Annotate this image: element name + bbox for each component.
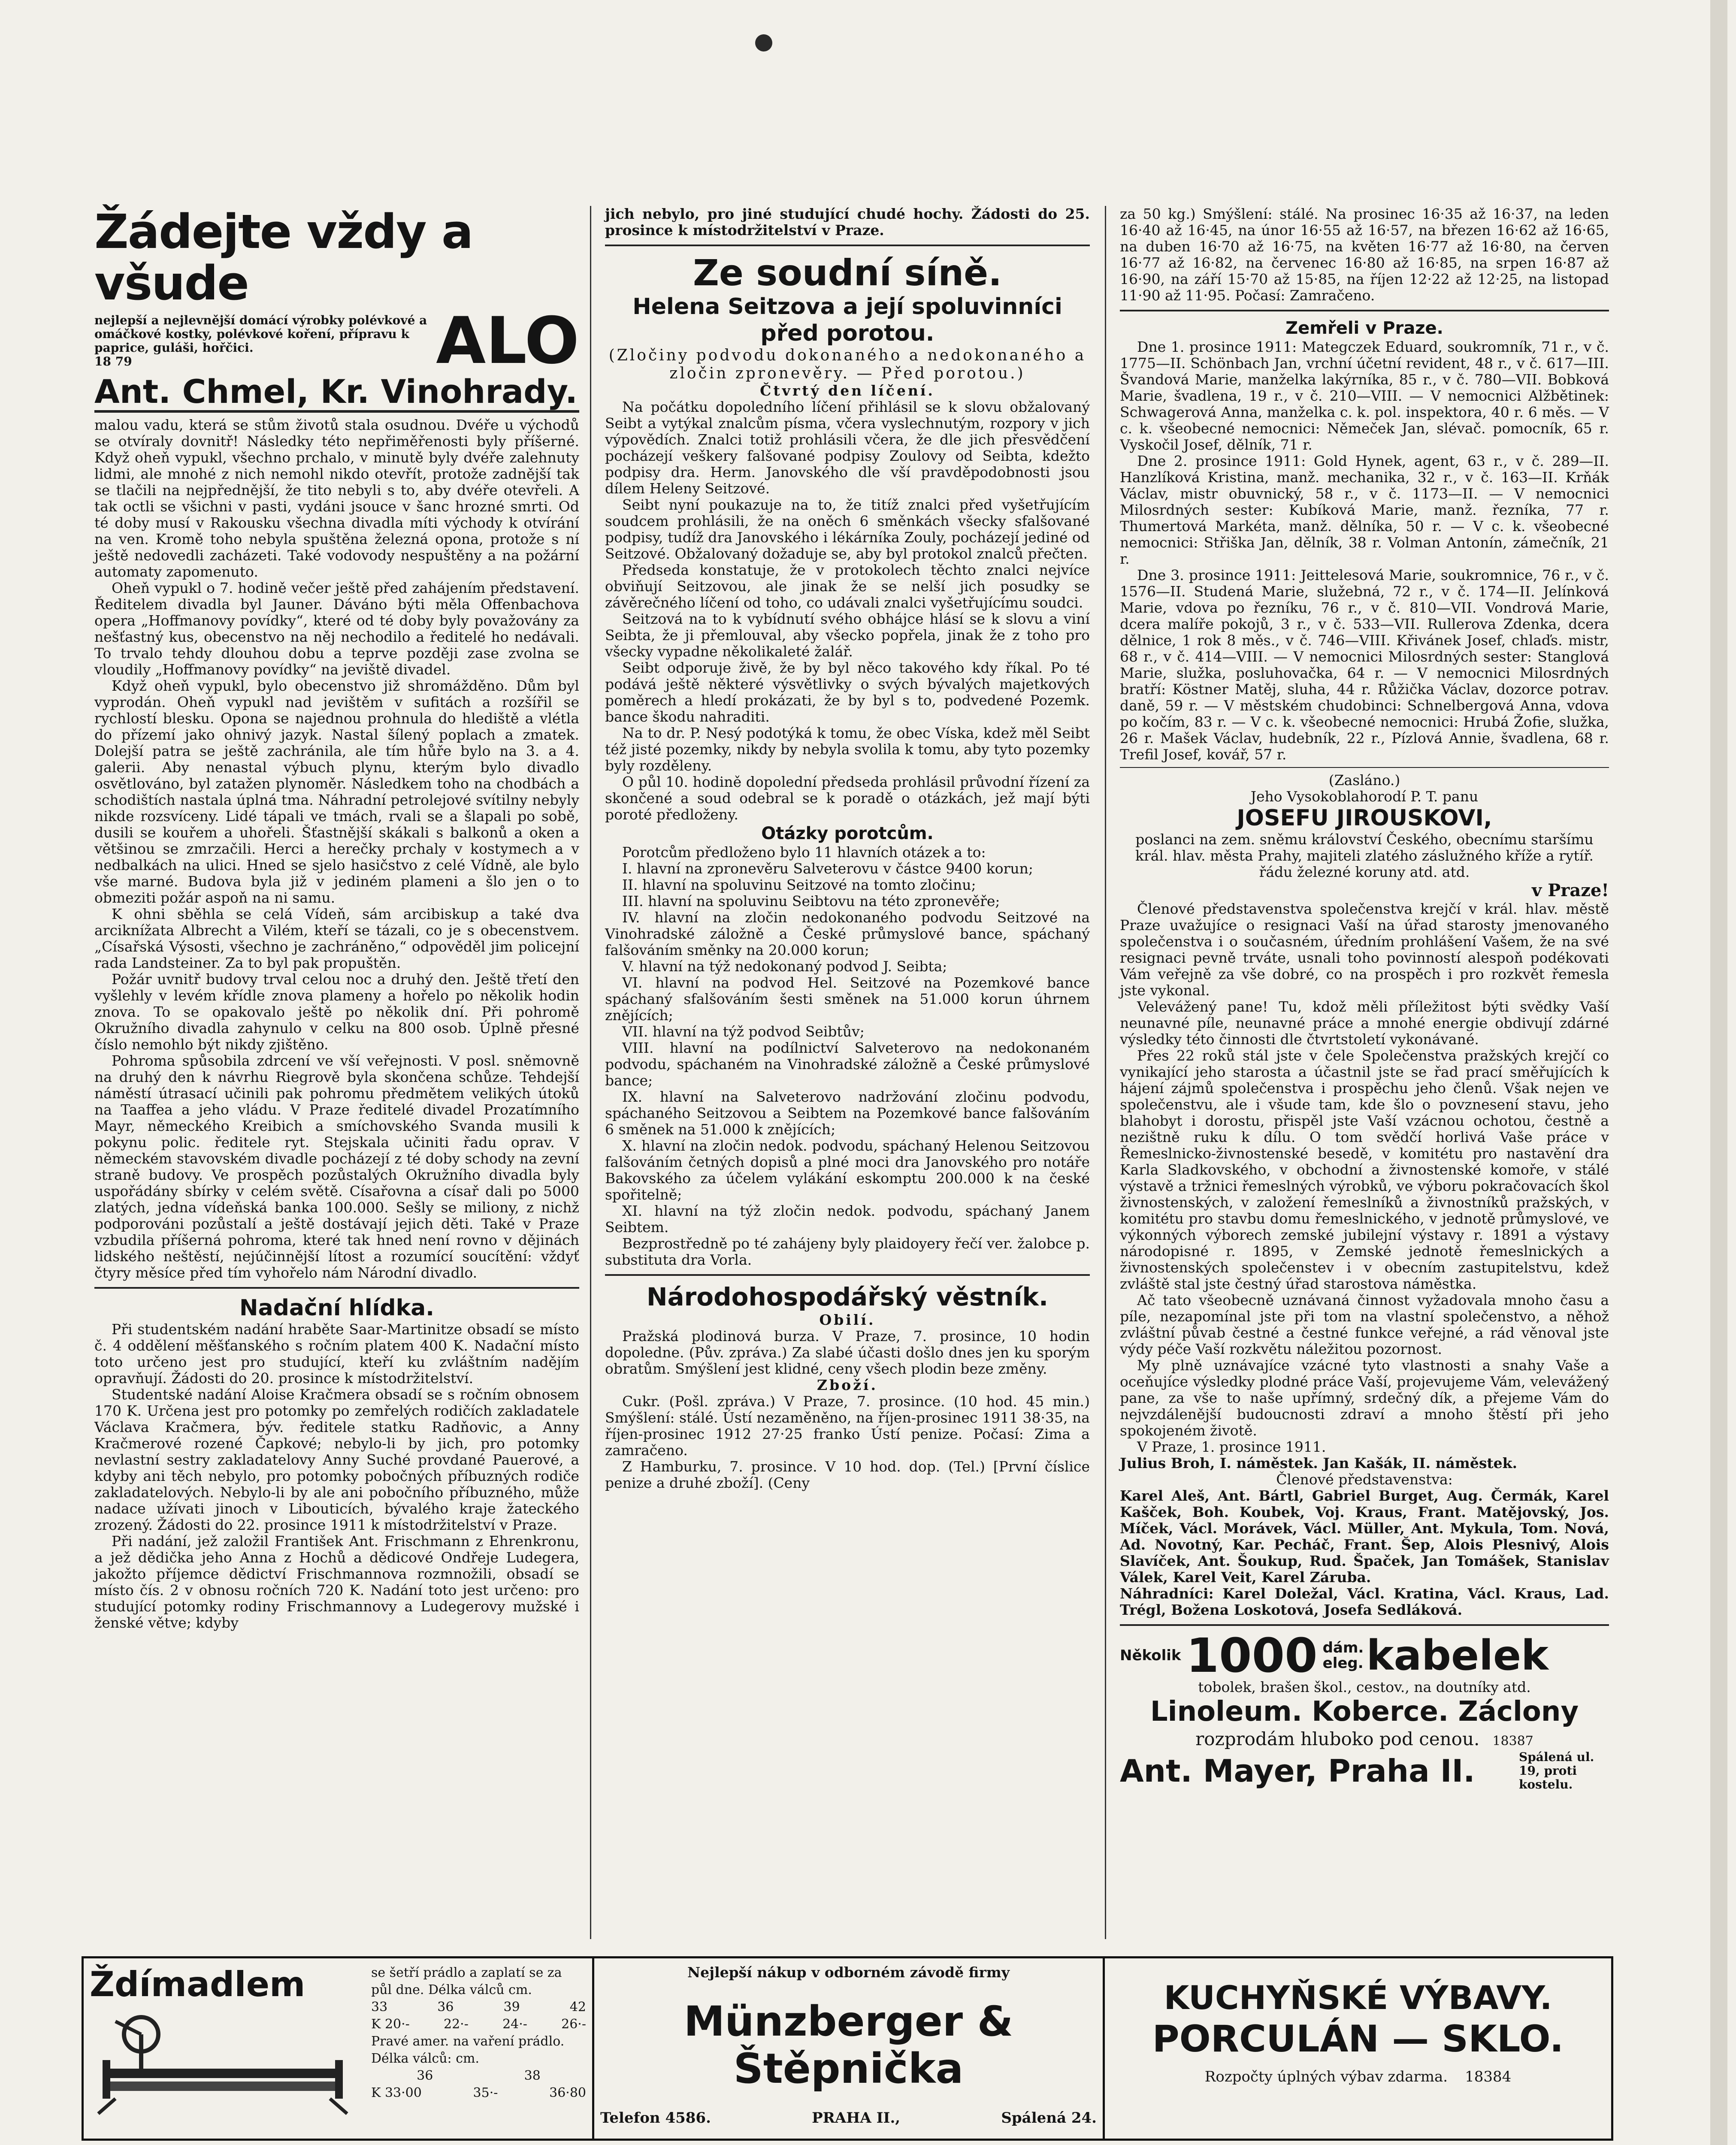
- soud-subheading: Helena Seitzova a její spoluvinníci před porotou.: [632, 294, 1062, 346]
- ad-alo-text: [94, 314, 432, 369]
- column-rule: [590, 206, 591, 1939]
- article-paragraph: Na to dr. P. Nesý podotýká k tomu, že obec Víska, kdež měl Seibt též jisté pozemky, nikdy by nebyla svolila k tomu, aby tyto pozemky byly rozděleny.: [605, 725, 1090, 774]
- paper-hole: [755, 34, 772, 51]
- ad-kuchynske: [1105, 1958, 1611, 2139]
- ad-linoleum: Linoleum. Koberce. Záclony: [1150, 1696, 1579, 1728]
- ad-alo: [94, 304, 579, 378]
- table-row: [371, 2085, 586, 2102]
- page-edge: [1710, 0, 1727, 2145]
- ad-nekolik: Několik: [1120, 1647, 1181, 1664]
- table-cell: 33: [371, 2000, 388, 2015]
- ad-munz-phone: Telefon 4586.: [600, 2109, 711, 2127]
- article-paragraph: Seitzová na to k vybídnutí svého obhájce hlásí se k slovu a viní Seibta, že ji přemlouval, aby všecko popřela, jinak že z toho pro všecky vypadne několikaleté žalář.: [605, 610, 1090, 660]
- article-paragraph: Dne 3. prosince 1911: Jeittelesová Marie, soukromnice, 76 r., v č. 1576—II. Studená Marie, služebná, 72 r., v č. 174—II. Jelínková Marie, vdova po řezníku, 76 r., v č. 810—VII. Vondrová Marie, dcera malíře pokojů, 3 r., v č. 533—VII. Rullerova Zdenka, dcera dělnice, 1 rok 8 měs., v č. 746—VIII. Křivánek Josef, chlaďs. mistr, 68 r., v č. 414—VIII. — V nemocnici Milosrdných sester: Stanglová Marie, služka, posluhovačka, 64 r. — V nemocnici Milosrdných bratří: Köstner Matěj, sluha, 44 r. Růžička Václav, dozorce potrav. daně, 59 r. — V městském chudobinci: Schnelbergová Anna, vdova po kočím, 83 r. — V c. k. všeobecné nemocnici: Hrubá Žofie, služka, 26 r. Mašek Václav, hudebník, 22 r., Pízlová Annie, švadlena, 68 r. Trefil Josef, kovář, 57 r.: [1120, 567, 1609, 763]
- list-item: V. hlavní na týž nedokonaný podvod J. Seibta;: [622, 958, 947, 975]
- ad-zdimadlo-title: Ždímadlem: [90, 1964, 305, 2004]
- ad-munz-name: Münzberger & Štěpnička: [684, 1997, 1013, 2093]
- ad-munz-city: PRAHA II.,: [812, 2109, 901, 2127]
- article-paragraph: Porotcům předloženo bylo 11 hlavních otázek a to:: [622, 844, 986, 861]
- ad-mayer-name: Ant. Mayer, Praha II.: [1120, 1753, 1475, 1789]
- column-3: [1120, 206, 1609, 1792]
- table-cell: 26·-: [561, 2017, 586, 2032]
- table-cell: 38: [524, 2068, 541, 2083]
- wringer-icon: [90, 2004, 356, 2116]
- table-cell: 36: [417, 2068, 433, 2083]
- ad-dam: dám. eleg.: [1322, 1639, 1364, 1672]
- board-heading: Členové představenstva:: [1276, 1471, 1453, 1488]
- article-paragraph: Na počátku dopoledního líčení přihlásil se k slovu obžalovaný Seibt a vytýkal znalcům písma, včera vyslechnutým, rozpory v jich výpovědích. Znalci totiž prohlásili včera, že dle jich přesvědčení pocházejí veškery falšované podpisy Zoulovy od Seibta, kdežto podpisy dra. Herm. Janovského dle vší pravděpodobnosti jsou dílem Heleny Seitzové.: [605, 399, 1090, 497]
- column-rule: [1105, 206, 1106, 1939]
- article-paragraph: Z Hamburku, 7. prosince. V 10 hod. dop. (Tel.) [První číslice penize a druhé zboží]. (Ceny: [605, 1458, 1090, 1491]
- article-paragraph: Bezprostředně po té zahájeny byly plaidoyery řečí ver. žalobce p. substituta dra Vorla.: [605, 1235, 1090, 1268]
- ad-kabelek-word: kabelek: [1366, 1631, 1548, 1680]
- table-cell: 22·-: [444, 2017, 469, 2032]
- newspaper-page: [82, 206, 1609, 2145]
- section-rule: [605, 1274, 1090, 1276]
- article-paragraph: Předseda konstatuje, že v protokolech těchto znalci nejvíce obviňují Seitzovou, ale jinak že se nelší jich posudky se závěrečného líčení od toho, co udávali znalci vyšetřujícímu soudci.: [605, 562, 1090, 611]
- table-cell: K 20·-: [371, 2017, 410, 2032]
- obili-heading: Obilí.: [819, 1311, 876, 1328]
- ad-number: 18387: [1492, 1734, 1533, 1749]
- article-paragraph: O půl 10. hodině dopolední předseda prohlásil průvodní řízení za skončené a soud odebral se k poradě o otázkách, jež mají býti poroté předloženy.: [605, 773, 1090, 823]
- ad-1000-number: 1000: [1186, 1628, 1318, 1683]
- list-item: I. hlavní na zpronevěru Salveterovu v částce 9400 korun;: [622, 860, 1034, 877]
- article-paragraph: Oheň vypukl o 7. hodině večer ještě před zahájením představení. Ředitelem divadla byl Jauner. Dáváno býti měla Offenbachova opera „Hoffmanovy povídky“, které od té doby byly považovány za nešťastný kus, obecenstvo na něj nechodilo a ředitelé ho nedávali. To trvalo tehdy dlouhou dobu a teprve později zase zvolna se vloudily „Hoffmanovy povídky“ na jeviště divadel.: [94, 580, 579, 678]
- zbozi-heading: Zboží.: [817, 1377, 878, 1393]
- article-paragraph: Při nadání, jež založil František Ant. Frischmann z Ehrenkronu, a jež dědička jeho Anna z Hochů a dědicové Ondřeje Ludegera, jakožto příjemce dědictví Frischmannova rozmnožili, obsadí se místo čís. 2 v obnosu ročních 720 K. Nadání toto jest určeno: pro studující potomky rodiny Frischmannovy a Ludegerovy mužské i ženské větve; kdyby: [94, 1533, 579, 1631]
- article-paragraph: malou vadu, která se stům životů stala osudnou. Dvéře u východů se otvíraly dovnitř! Následky této nepřiměřenosti byly příšerné. Když oheň vypukl, všechno prchalo, v minutě byly dvéře zalehnuty lidmi, ale mnohé z nich nemohl nikdo otevřít, protože zadnější tak se tlačili na nejpřednější, že tito nebyli s to, aby dvéře otevřeli. A tak octli se všichni v pasti, vydáni jsouce v šanc hrozné smrti. Od té doby musí v Rakousku všechna divadla míti východy k otvírání na ven. Kromě toho nebyla spuštěna železná opona, protože s ní ještě nedovedli zacházeti. Také vodovody nespuštěny a na požární automaty zapomenuto.: [94, 417, 579, 580]
- article-paragraph: Ač tato všeobecně uznávaná činnost vyžadovala mnoho času a píle, nezapomínal jste při tom na vlastní společenstvo, a něhož zvláštní půvab čestné a čestné funkce veřejné, a rád věnoval jste výdy péče Vaší rozkvětu náležitou pozornost.: [1120, 1292, 1609, 1357]
- ad-alo-phone: 18 79: [94, 354, 132, 369]
- otazky-heading: Otázky porotcům.: [761, 824, 934, 843]
- table-cell: 24·-: [502, 2017, 527, 2032]
- table-cell: 36·80: [549, 2085, 586, 2100]
- section-rule: [605, 245, 1090, 246]
- article-paragraph: za 50 kg.) Smýšlení: stálé. Na prosinec 16·35 až 16·37, na leden 16·40 až 16·45, na únor 16·55 až 16·57, na březen 16·62 až 16·65, na duben 16·70 až 16·75, na květen 16·77 až 16·80, na červen 16·77 až 16·82, na červenec 16·80 až 16·85, na srpen 16·87 až 16·90, na září 15·70 až 15·85, na říjen 12·22 až 12·25, na listopad 11·90 až 11·95. Počasí: Zamračeno.: [1120, 205, 1609, 304]
- list-item: VII. hlavní na týž podvod Seibtův;: [622, 1023, 865, 1040]
- article-paragraph: K ohni sběhla se celá Vídeň, sám arcibiskup a také dva arciknížata Albrecht a Vilém, kteří se tázali, co je s obecenstvem. „Císařská Výsosti, všechno je zachráněno,“ odpověděl jim policejní rada Landsteiner. Za to byl pak propuštěn.: [94, 906, 579, 971]
- article-paragraph: Seibt nyní poukazuje na to, že titíž znalci před vyšetřujícím soudcem prohlásili, že na oněch 6 směnkách všecky sfalšované podpisy, tudíž dra Janovského i lékárníka Zouly, pocházejí jediné od Seitzové. Obžalovaný dožaduje se, aby byl protokol znalců přečten.: [605, 496, 1090, 562]
- table-cell: 42: [569, 2000, 586, 2015]
- ad-munz-address: Spálená 24.: [1001, 2109, 1097, 2127]
- table-row: [371, 2016, 586, 2033]
- board-members: Karel Aleš, Ant. Bártl, Gabriel Burget, Aug. Čermák, Karel Kašček, Boh. Koubek, Voj. Kraus, Frant. Matějovský, Jos. Míček, Václ. Morávek, Václ. Müller, Ant. Mykula, Tom. Nová, Ad. Novotný, Kar. Pecháč, Frant. Šep, Alois Plesnivý, Alois Slavíček, Ant. Šoukup, Rud. Špaček, Jan Tomášek, Stanislav Válek, Karel Veit, Karel Záruba.: [1120, 1487, 1609, 1586]
- otazky-list: [605, 861, 1090, 1236]
- nadacni-heading: Nadační hlídka.: [239, 1295, 434, 1321]
- article-paragraph: Studentské nadání Aloise Kračmera obsadí se s ročním obnosem 170 K. Určena jest pro potomky po zemřelých rodičích zakladatele Václava Kračmera, býv. ředitele statku Radňovic, a Anny Kračmerové rozené Čapkové; nebylo-li by jich, pro potomky nevlastní sestry zakladatelovy Anny Suché provdané Pauerové, a kdyby ani těch nebylo, pro potomky pobočných příbuzných rodiče zakladatelových. Nebylo-li by ale ani pobočního příbuzného, může nadace užívati jinoch v Libouticích, bývalého kraje žateckého zrozený. Žádosti do 22. prosince 1911 k místodržitelství v Praze.: [94, 1386, 579, 1533]
- ad-zdimadlo-table: [371, 1964, 586, 2133]
- article-paragraph: Když oheň vypukl, bylo obecenstvo již shromážděno. Dům byl vyprodán. Oheň vypukl nad jevištěm v sufitách a rozšířil se rychlostí blesku. Opona se najednou prohnula do hlediště a vlétla do přízemí jako ohnivý jazyk. Nastal šílený poplach a zmatek. Dolejší patra se ještě zachránila, ale tím hůře bylo na 3. a 4. galerii. Aby nenastal výbuch plynu, kterým bylo divadlo osvětlováno, byl zatažen plynoměr. Následkem toho na chodbách a schodištích nastala úplná tma. Náhradní petrolejové svítilny nebyly nikde rozsvíceny. Lidé tápali ve tmách, rvali se a šlapali po sobě, dusili se kouřem a uhořeli. Šťastnější skákali s balkonů a oken a většinou se zmrzačili. Herci a herečky prchaly v kostymech a v nedbalkách na ulici. Hned se sjelo hasičstvo z celé Vídně, ale bylo vše marné. Budova byla již v jediném plameni a šlo jen o to obmeziti požár aspoň na ni samu.: [94, 677, 579, 906]
- soud-intro: (Zločiny podvodu dokonaného a nedokonaného a zločin zpronevěry. — Před porotou.): [608, 347, 1086, 382]
- table-row: [371, 1999, 586, 2016]
- article-paragraph: Dne 1. prosince 1911: Mategczek Eduard, soukromník, 71 r., v č. 1775—II. Schönbach Jan, vrchní účetní revident, 48 r., v č. 617—III. Švandová Marie, manželka lakýrníka, 85 r., v č. 780—VII. Bobková Marie, švadlena, 19 r., v č. 210—VIII. — V nemocnici Alžbětinek: Schwagerová Anna, manželka c. k. pol. inspektora, 40 r. 6 měs. — V c. k. všeobecné nemocnici: Němeček Jan, slévač. pomocník, 65 r. Vyskočil Josef, dělník, 71 r.: [1120, 338, 1609, 453]
- ad-munzberger: [594, 1958, 1105, 2139]
- letter-date: V Praze, 1. prosince 1911.: [1137, 1438, 1326, 1455]
- column-2: [605, 206, 1090, 1491]
- article-paragraph: Při studentském nadání hraběte Saar-Martinitze obsadí se místo č. 4 oddělení měšťanského s ročním platem 400 K. Nadační místo toto určeno jest pro studující, kteří ku zvláštním nadějím opravňují. Žádosti do 20. prosince k místodržitelství.: [94, 1321, 579, 1387]
- ad-kuch-sub: Rozpočty úplných výbav zdarma.: [1204, 2068, 1448, 2085]
- section-rule: [94, 1287, 579, 1289]
- ad-kuch-line1: KUCHYŇSKÉ VÝBAVY.: [1164, 1979, 1552, 2017]
- article-paragraph: Dne 2. prosince 1911: Gold Hynek, agent, 63 r., v č. 289—II. Hanzlíková Kristina, manž. mechanika, 32 r., v č. 163—II. Krňák Václav, mistr obuvnický, 58 r., v č. 1173—II. — V nemocnici Milosrdných sester: Kubíková Marie, manž. řezníka, 77 r. Thumertová Markéta, manž. dělníka, 50 r. — V c. k. všeobecné nemocnici: Střiška Jan, dělník, 38 r. Volman Antonín, zámečník, 21 r.: [1120, 453, 1609, 567]
- article-paragraph: Seibt odporuje živě, že by byl něco takového kdy říkal. Po té podává ještě některé výsvětlivky o svých bývalých majetkových poměrech a hledí prokázati, že by byl s to, podvedené Pozemk. bance škodu nahraditi.: [605, 659, 1090, 725]
- addressee-intro: Jeho Vysokoblahorodí P. T. panu: [1250, 788, 1479, 805]
- list-item: X. hlavní na zločin nedok. podvodu, spáchaný Helenou Seitzovou falšováním četných dopisů a plné moci dra Janovského pro notáře Bakovského za účelem vylákání eskomptu 200.000 k na české spořitelně;: [605, 1137, 1090, 1203]
- list-item: VI. hlavní na podvod Hel. Seitzové na Pozemkové bance spáchaný sfalšováním šesti směnek na 51.000 korun úhrnem znějících;: [605, 974, 1090, 1024]
- ad-kuch-number: 18384: [1465, 2068, 1512, 2085]
- article-paragraph: Požár uvnitř budovy trval celou noc a druhý den. Ještě třetí den vyšlehly v levém křídle znova plameny a hořelo po několik hodin znova. To se opakovalo ještě po několik dní. Při pohromě Okružního divadla zahynulo v celku na 800 osob. Úplně přesné číslo nemohlo být nikdy zjištěno.: [94, 971, 579, 1053]
- article-paragraph: Velevážený pane! Tu, kdož měli příležitost býti svědky Vaší neunavné píle, neunavné práce a mnohé energie obdivují zdárné výsledky této činnosti dle čtvrtstoletí vykonávané.: [1120, 998, 1609, 1048]
- table-cell: 35·-: [473, 2085, 498, 2100]
- addressee-city: v Praze!: [1532, 880, 1609, 900]
- zdim-mid: Pravé amer. na vaření prádlo. Délka válců: cm.: [371, 2034, 565, 2066]
- ad-munz-footer: [600, 2109, 1097, 2127]
- ad-kuch-footer: [1111, 2068, 1605, 2085]
- article-paragraph: My plně uznávajíce vzácné tyto vlastnosti a snahy Vaše a oceňujíce výsledky plodné práce Vaší, projevujeme Vám, velevážený pane, za vše to naše upřímný, srdečný dík, a přejeme Vám do nejvzdálenější budoucnosti zdraví a mnoho štěstí při jeho spokojeném životě.: [1120, 1357, 1609, 1439]
- ad-rozprodam-row: [1120, 1728, 1609, 1750]
- list-item: VIII. hlavní na podílnictví Salveterovo na nedokonaném podvodu, spáchaném na Vinohradské záložně a České průmyslové bance;: [605, 1039, 1090, 1089]
- ad-kabelek: [1120, 1628, 1609, 1683]
- ad-kabelek-sub: tobolek, brašen škol., cestov., na doutníky atd.: [1198, 1679, 1531, 1695]
- list-item: XI. hlavní na týž zločin nedok. podvodu, spáchaný Janem Seibtem.: [605, 1202, 1090, 1236]
- list-item: IV. hlavní na zločin nedokonaného podvodu Seitzové na Vinohradské záložně a České průmyslové bance, spáchaný falšováním směnky na 20.000 korun;: [605, 909, 1090, 958]
- table-row: [371, 2067, 586, 2085]
- table-cell: 39: [503, 2000, 520, 2015]
- ad-alo-desc: nejlepší a nejlevnější domácí výrobky polévkové a omáčkové kostky, polévkové koření, přípravu k paprice, guláši, hořčici.: [94, 313, 427, 355]
- section-rule: [1120, 1624, 1609, 1626]
- vestnik-heading: Národohospodářský věstník.: [646, 1282, 1049, 1311]
- ad-mayer-address: Spálená ul. 19, proti kostelu.: [1519, 1750, 1594, 1792]
- column-1: [94, 206, 579, 1631]
- addressee-titles: poslanci na zem. sněmu království Českého, obecnímu staršímu král. hlav. města Prahy, majiteli zlatého záslužného kříže a rytíř. řádu železné koruny atd. atd.: [1135, 831, 1594, 880]
- ad-mayer: [1120, 1750, 1609, 1792]
- ad-company: Ant. Chmel, Kr. Vinohrady.: [94, 373, 579, 413]
- table-cell: K 33·00: [371, 2085, 422, 2100]
- ad-heading: Žádejte vždy a všude: [94, 204, 473, 311]
- list-item: IX. hlavní na Salveterovo nadržování zločinu podvodu, spáchaného Seitzovou a Seibtem na Pozemkové bance falšováním 6 směnek na 51.000 k znějících;: [605, 1088, 1090, 1138]
- list-item: III. hlavní na spoluvinu Seibtovu na této zpronevěře;: [622, 893, 1000, 909]
- table-cell: 36: [437, 2000, 454, 2015]
- soud-day: Čtvrtý den líčení.: [760, 382, 935, 399]
- ad-alo-brand: ALO: [436, 304, 579, 378]
- list-item: II. hlavní na spoluvinu Seitzové na tomto zločinu;: [622, 876, 976, 893]
- ad-munz-top: Nejlepší nákup v odborném závodě firmy: [687, 1964, 1010, 1981]
- article-paragraph: jich nebylo, pro jiné studující chudé hochy. Žádosti do 25. prosince k místodržitelství v Praze.: [605, 205, 1090, 239]
- zdim-head: se šetří prádlo a zaplatí se za půl dne. Délka válců cm.: [371, 1965, 562, 1997]
- letter-signatures: Julius Broh, I. náměstek. Jan Kašák, II. náměstek.: [1120, 1455, 1518, 1471]
- soud-heading: Ze soudní síně.: [693, 252, 1002, 294]
- zaslano-label: (Zasláno.): [1328, 772, 1400, 789]
- zemreli-heading: Zemřeli v Praze.: [1285, 318, 1443, 338]
- section-rule: [1120, 310, 1609, 311]
- ad-zdimadlo: [84, 1958, 594, 2139]
- bottom-ad-strip: [82, 1956, 1613, 2141]
- ad-kuch-line2: PORCULÁN — SKLO.: [1152, 2018, 1564, 2060]
- article-paragraph: Pohroma spůsobila zdrcení ve vší veřejnosti. V posl. sněmovně na druhý den k návrhu Riegrově byla skončena schůze. Tehdejší náměstí útrasací učinili pak pohromu předmětem velikých útoků na Taaffea a jeho vládu. V Praze ředitelé divadel Prozatímního Mayr, německého Kreibich a smíchovského Svanda musili k pokynu polic. ředitele ryt. Stejskala učiniti řadu oprav. V německém stavovském divadle pocházejí z té doby schody na zevní straně budovy. Ve prospěch pozůstalých Okružního divadla byly uspořádány sbírky v celém světě. Císařovna a císař dali po 5000 zlatých, jedna vídeňská banka 100.000. Sešly se miliony, z nichž podporováni pozůstalí a ještě dostávají jejich děti. Také v Praze vzbudila příšerná pohroma, které tak hned není rovno v dějinách lidského neštěstí, nejúčinnější lítost a rozumící soucítění: vždyť čtyry měsíce před tím vyhořelo nám Národní divadlo.: [94, 1052, 579, 1281]
- article-paragraph: Přes 22 roků stál jste v čele Společenstva pražských krejčí co vynikající jeho starosta a účastnil jste se řad prací směřujících k hájení zájmů společenstva i prospěchu jeho členů. Však nejen ve společenstvu, ale i všude tam, kde šlo o povznesení stavu, jeho blahobyt i dorostu, přispěl jste Vaší vzácnou ochotou, čestně a nezištně ruku k dílu. O tom svědčí horlivá Vaše práce v Řemeslnicko-živnostenské besedě, v komitétu pro nastavění dra Karla Sladkovského, v obchodní a živnostenské komoře, v stálé výstavě a tržnici řemeslných výrobků, ve výboru pokračovacích škol živnostenských, v založení řemeslníků a živnostníků pražských, v komitétu pro stavbu domu řemeslnického, v jednotě průmyslové, ve výkonných výborech zemské jubilejní výstavy r. 1891 a výstavy národopisné r. 1895, v Zemské jednotě řemeslnických a živnostenských společenstev i v obecním zastupitelstvu, kdež zvláště stal jste čestný úřad starostova náměstka.: [1120, 1047, 1609, 1292]
- article-paragraph: Členové představenstva společenstva krejčí v král. hlav. městě Praze uvažujíce o resignaci Vaší na úřad starosty jmenovaného společenstva i o současném, úředním prohlášení Vašem, že na své resignaci pevně trváte, usnali toho povinností alespoň podékovati Vám veřejně za vše dobré, co na prospěch i pro rozkvět řemesla jste vykonal.: [1120, 900, 1609, 999]
- ad-zdimadlo-left: [90, 1964, 364, 2133]
- addressee-name: JOSEFU JIROUSKOVI,: [1237, 805, 1492, 831]
- section-rule: [1120, 767, 1609, 768]
- board-substitutes: Náhradníci: Karel Doležal, Václ. Kratina, Václ. Kraus, Lad. Trégl, Božena Loskotová, Josefa Sedláková.: [1120, 1585, 1609, 1618]
- ad-rozprodam: rozprodám hluboko pod cenou.: [1195, 1728, 1480, 1749]
- article-paragraph: Cukr. (Pošl. zpráva.) V Praze, 7. prosince. (10 hod. 45 min.) Smýšlení: stálé. Ústí nezaměněno, na říjen-prosinec 1911 38·35, na říjen-prosinec 1912 27·25 franko Ústí penize. Počasí: Zima a zamračeno.: [605, 1393, 1090, 1459]
- article-paragraph: Pražská plodinová burza. V Praze, 7. prosince, 10 hodin dopoledne. (Pův. zpráva.) Za slabé účasti došlo dnes jen ku sporým obratům. Smýšlení jest klidné, ceny všech plodin beze změny.: [605, 1328, 1090, 1377]
